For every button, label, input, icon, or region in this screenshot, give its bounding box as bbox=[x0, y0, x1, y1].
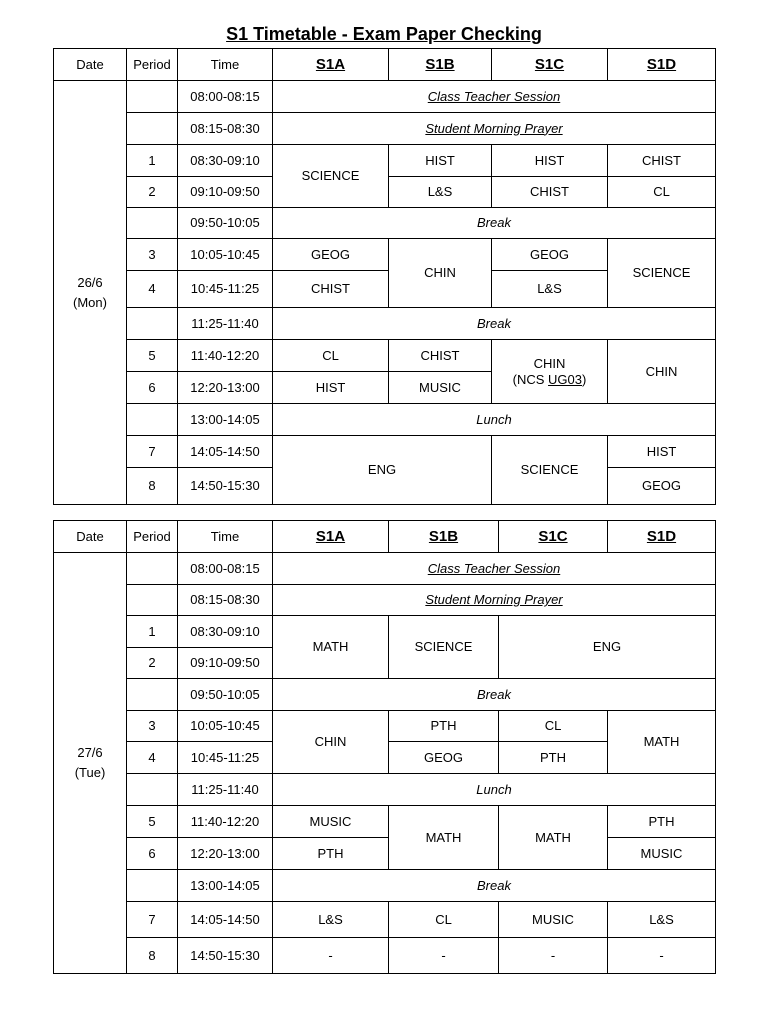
time-cell: 08:15-08:30 bbox=[178, 585, 273, 616]
subject-cell: CHIST bbox=[492, 177, 608, 208]
subject-cell: SCIENCE bbox=[389, 616, 499, 679]
time-cell: 14:50-15:30 bbox=[178, 468, 273, 505]
subject-cell: L&S bbox=[273, 902, 389, 938]
time-cell: 10:45-11:25 bbox=[178, 271, 273, 308]
subject-cell: GEOG bbox=[389, 742, 499, 774]
subject-cell: HIST bbox=[273, 372, 389, 404]
period-cell: 4 bbox=[127, 271, 178, 308]
subject-cell: CHIST bbox=[273, 271, 389, 308]
table-row bbox=[54, 679, 716, 711]
subject-cell: CL bbox=[389, 902, 499, 938]
period-cell bbox=[127, 585, 178, 616]
period-cell: 6 bbox=[127, 372, 178, 404]
weekday-label: (Tue) bbox=[74, 765, 106, 780]
table-row bbox=[54, 113, 716, 145]
table-row bbox=[54, 404, 716, 436]
period-cell: 2 bbox=[127, 648, 178, 679]
header-s1d: S1D bbox=[608, 49, 716, 81]
subject-cell: CL bbox=[499, 711, 608, 742]
period-cell: 4 bbox=[127, 742, 178, 774]
header-s1b: S1B bbox=[389, 49, 492, 81]
header-s1b: S1B bbox=[389, 521, 499, 553]
period-cell bbox=[127, 774, 178, 806]
period-cell bbox=[127, 113, 178, 145]
subject-cell: L&S bbox=[389, 177, 492, 208]
ncs-room-note bbox=[492, 372, 607, 388]
subject-cell: MATH bbox=[608, 711, 716, 774]
subject-cell: MATH bbox=[499, 806, 608, 870]
subject-cell: SCIENCE bbox=[492, 436, 608, 505]
header-date: Date bbox=[54, 521, 127, 553]
subject-cell: CL bbox=[273, 340, 389, 372]
morning-prayer: Student Morning Prayer bbox=[273, 113, 716, 145]
subject-cell: CHIST bbox=[608, 145, 716, 177]
subject-cell: SCIENCE bbox=[273, 145, 389, 208]
time-cell: 09:50-10:05 bbox=[178, 679, 273, 711]
subject-cell: HIST bbox=[389, 145, 492, 177]
period-cell: 5 bbox=[127, 340, 178, 372]
break-cell: Break bbox=[273, 308, 716, 340]
period-cell: 3 bbox=[127, 711, 178, 742]
time-cell: 12:20-13:00 bbox=[178, 372, 273, 404]
time-cell: 13:00-14:05 bbox=[178, 404, 273, 436]
subject-cell: MATH bbox=[389, 806, 499, 870]
subject-cell: MUSIC bbox=[499, 902, 608, 938]
subject-cell: MUSIC bbox=[608, 838, 716, 870]
lunch-cell: Lunch bbox=[273, 404, 716, 436]
subject-cell: PTH bbox=[499, 742, 608, 774]
subject-cell: MATH bbox=[273, 616, 389, 679]
period-cell bbox=[127, 208, 178, 239]
subject-cell: MUSIC bbox=[273, 806, 389, 838]
period-cell: 7 bbox=[127, 902, 178, 938]
ncs-prefix: (NCS bbox=[512, 371, 549, 387]
table-row bbox=[54, 806, 716, 838]
header-row bbox=[54, 49, 716, 81]
subject-cell: PTH bbox=[389, 711, 499, 742]
subject-cell: CHIN bbox=[608, 340, 716, 404]
subject-cell: ENG bbox=[273, 436, 492, 505]
time-cell: 09:50-10:05 bbox=[178, 208, 273, 239]
lunch-cell: Lunch bbox=[273, 774, 716, 806]
header-s1c: S1C bbox=[492, 49, 608, 81]
subject-cell: CHIST bbox=[389, 340, 492, 372]
time-cell: 09:10-09:50 bbox=[178, 648, 273, 679]
break-cell: Break bbox=[273, 679, 716, 711]
period-cell bbox=[127, 81, 178, 113]
table-row bbox=[54, 239, 716, 271]
time-cell: 08:00-08:15 bbox=[178, 81, 273, 113]
table-row bbox=[54, 81, 716, 113]
table-row bbox=[54, 774, 716, 806]
time-cell: 08:30-09:10 bbox=[178, 145, 273, 177]
time-cell: 11:40-12:20 bbox=[178, 806, 273, 838]
table-row bbox=[54, 938, 716, 974]
period-cell: 5 bbox=[127, 806, 178, 838]
date-cell bbox=[54, 553, 127, 974]
time-cell: 14:05-14:50 bbox=[178, 902, 273, 938]
period-cell bbox=[127, 679, 178, 711]
class-teacher-session: Class Teacher Session bbox=[273, 553, 716, 585]
time-cell: 14:05-14:50 bbox=[178, 436, 273, 468]
subject-cell: CHIN bbox=[273, 711, 389, 774]
table-row bbox=[54, 902, 716, 938]
table-row bbox=[54, 145, 716, 177]
header-period: Period bbox=[127, 49, 178, 81]
header-date: Date bbox=[54, 49, 127, 81]
subject-cell: GEOG bbox=[492, 239, 608, 271]
header-s1d: S1D bbox=[608, 521, 716, 553]
break-cell: Break bbox=[273, 870, 716, 902]
time-cell: 08:00-08:15 bbox=[178, 553, 273, 585]
header-row bbox=[54, 521, 716, 553]
header-s1c: S1C bbox=[499, 521, 608, 553]
subject-cell: - bbox=[389, 938, 499, 974]
period-cell: 8 bbox=[127, 468, 178, 505]
morning-prayer: Student Morning Prayer bbox=[273, 585, 716, 616]
period-cell: 8 bbox=[127, 938, 178, 974]
table-row bbox=[54, 308, 716, 340]
subject-cell: - bbox=[608, 938, 716, 974]
table-row bbox=[54, 838, 716, 870]
table-row bbox=[54, 553, 716, 585]
time-cell: 10:05-10:45 bbox=[178, 711, 273, 742]
subject-cell: CL bbox=[608, 177, 716, 208]
header-time: Time bbox=[178, 49, 273, 81]
subject-cell: PTH bbox=[273, 838, 389, 870]
period-cell: 1 bbox=[127, 145, 178, 177]
period-cell: 1 bbox=[127, 616, 178, 648]
table-row bbox=[54, 208, 716, 239]
period-cell: 6 bbox=[127, 838, 178, 870]
ncs-suffix: ) bbox=[582, 371, 587, 387]
subject-cell-ncs bbox=[492, 340, 608, 404]
subject-cell: L&S bbox=[492, 271, 608, 308]
time-cell: 10:05-10:45 bbox=[178, 239, 273, 271]
time-cell: 14:50-15:30 bbox=[178, 938, 273, 974]
break-cell: Break bbox=[273, 208, 716, 239]
page-title: S1 Timetable - Exam Paper Checking bbox=[226, 24, 542, 44]
table-row bbox=[54, 436, 716, 468]
header-s1a: S1A bbox=[273, 49, 389, 81]
time-cell: 09:10-09:50 bbox=[178, 177, 273, 208]
time-cell: 10:45-11:25 bbox=[178, 742, 273, 774]
period-cell: 2 bbox=[127, 177, 178, 208]
time-cell: 13:00-14:05 bbox=[178, 870, 273, 902]
timetable-day2 bbox=[53, 520, 716, 974]
period-cell bbox=[127, 308, 178, 340]
subject-cell: PTH bbox=[608, 806, 716, 838]
class-teacher-session: Class Teacher Session bbox=[273, 81, 716, 113]
header-time: Time bbox=[178, 521, 273, 553]
time-cell: 12:20-13:00 bbox=[178, 838, 273, 870]
table-row bbox=[54, 340, 716, 372]
timetable-day1 bbox=[53, 48, 716, 505]
subject-cell: HIST bbox=[608, 436, 716, 468]
time-cell: 08:15-08:30 bbox=[178, 113, 273, 145]
period-cell: 3 bbox=[127, 239, 178, 271]
subject-cell: ENG bbox=[499, 616, 716, 679]
time-cell: 11:40-12:20 bbox=[178, 340, 273, 372]
period-cell: 7 bbox=[127, 436, 178, 468]
table-row bbox=[54, 870, 716, 902]
date-cell bbox=[54, 81, 127, 505]
period-cell bbox=[127, 553, 178, 585]
subject-cell: GEOG bbox=[608, 468, 716, 505]
time-cell: 11:25-11:40 bbox=[178, 308, 273, 340]
table-row bbox=[54, 711, 716, 742]
subject-text: CHIN bbox=[533, 355, 566, 371]
subject-cell: L&S bbox=[608, 902, 716, 938]
ncs-room: UG03 bbox=[548, 371, 582, 387]
table-row bbox=[54, 585, 716, 616]
date-label: 27/6 bbox=[77, 745, 103, 760]
table-row bbox=[54, 616, 716, 648]
header-period: Period bbox=[127, 521, 178, 553]
subject-cell: GEOG bbox=[273, 239, 389, 271]
time-cell: 11:25-11:40 bbox=[178, 774, 273, 806]
subject-cell: SCIENCE bbox=[608, 239, 716, 308]
weekday-label: (Mon) bbox=[73, 294, 107, 310]
subject-cell: MUSIC bbox=[389, 372, 492, 404]
subject-cell: - bbox=[499, 938, 608, 974]
subject-cell: - bbox=[273, 938, 389, 974]
subject-cell: HIST bbox=[492, 145, 608, 177]
time-cell: 08:30-09:10 bbox=[178, 616, 273, 648]
header-s1a: S1A bbox=[273, 521, 389, 553]
date-label: 26/6 bbox=[77, 274, 103, 290]
period-cell bbox=[127, 404, 178, 436]
period-cell bbox=[127, 870, 178, 902]
subject-cell: CHIN bbox=[389, 239, 492, 308]
